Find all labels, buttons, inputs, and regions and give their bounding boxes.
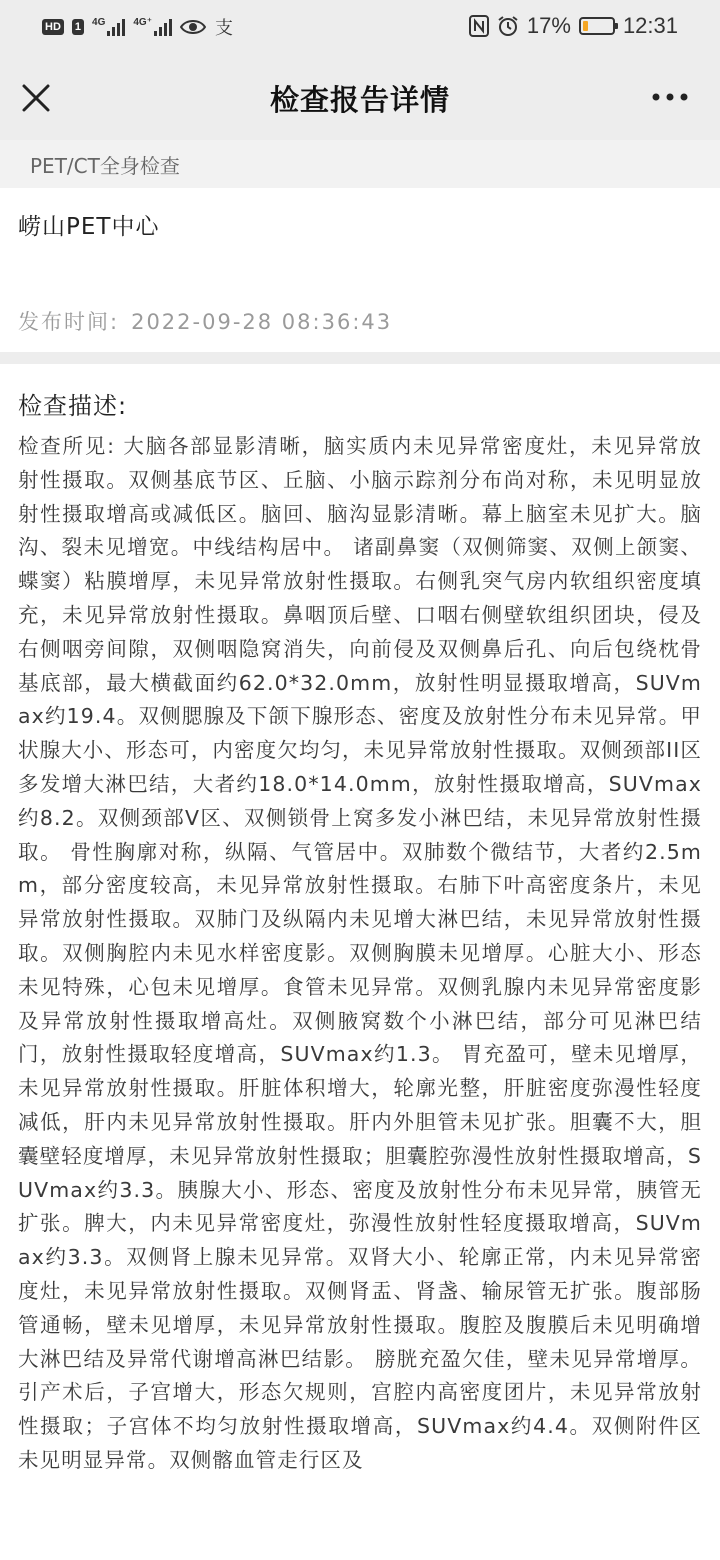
sim1-label: 1 — [74, 21, 82, 33]
status-bar — [0, 0, 720, 56]
exam-type: PET/CT全身检查 — [30, 154, 180, 178]
hd-label: HD — [45, 21, 61, 33]
center-name: 崂山PET中心 — [18, 214, 160, 240]
network-2-label: 4G⁺ — [133, 17, 152, 28]
alipay-icon — [214, 16, 236, 38]
nfc-icon — [469, 15, 489, 37]
battery-icon — [579, 17, 615, 35]
svg-text:支: 支 — [214, 18, 233, 38]
signal-1-icon — [92, 18, 125, 36]
navigation-bar — [0, 56, 720, 140]
publish-time — [18, 306, 392, 336]
description-title: 检查描述: — [18, 392, 128, 420]
sim1-badge — [72, 19, 84, 35]
more-icon[interactable] — [650, 82, 690, 112]
section-divider — [0, 352, 720, 364]
status-left — [42, 16, 236, 38]
publish-value: 2022-09-28 08:36:43 — [131, 310, 393, 334]
eye-icon — [180, 18, 206, 36]
status-right — [469, 13, 678, 39]
alarm-icon — [497, 15, 519, 37]
hd-badge — [42, 19, 64, 35]
battery-percent: 17% — [526, 13, 571, 38]
network-1-label: 4G — [92, 17, 106, 28]
report-info — [0, 188, 720, 352]
publish-label: 发布时间: — [18, 310, 120, 334]
page-title: 检查报告详情 — [269, 83, 450, 117]
description-section — [0, 364, 720, 1560]
description-body: 检查所见: 大脑各部显影清晰，脑实质内未见异常密度灶，未见异常放射性摄取。双侧基底节区、丘脑、小脑示踪剂分布尚对称，未见明显放射性摄取增高或减低区。脑回、脑沟显影清晰。幕上脑室未见扩大。脑沟、裂未见增宽。中线结构居中。 诸副鼻窦（双侧筛窦、双侧上颌窦、蝶窦）粘膜增厚，未见异常放射性摄取。右侧乳突气房内软组织密度填充，未见异常放射性摄取。鼻咽顶后壁、口咽右侧壁软组织团块，侵及右侧咽旁间隙，双侧咽隐窝消失，向前侵及双侧鼻后孔、向后包绕枕骨基底部，最大横截面约62.0*32.0mm，放射性明显摄取增高，SUVmax约19.4。双侧腮腺及下颌下腺形态、密度及放射性分布未见异常。甲状腺大小、形态可，内密度欠均匀，未见异常放射性摄取。双侧颈部II区多发增大淋巴结，大者约18.0*14.0mm，放射性摄取增高，SUVmax约8.2。双侧颈部V区、双侧锁骨上窝多发小淋巴结，未见异常放射性摄取。 骨性胸廓对称，纵隔、气管居中。双肺数个微结节，大者约2.5mm，部分密度较高，未见异常放射性摄取。右肺下叶高密度条片，未见异常放射性摄取。双肺门及纵隔内未见增大淋巴结，未见异常放射性摄取。双侧胸腔内未见水样密度影。双侧胸膜未见增厚。心脏大小、形态未见特殊，心包未见增厚。食管未见异常。双侧乳腺内未见异常密度影及异常放射性摄取增高灶。双侧腋窝数个小淋巴结，部分可见淋巴结门，放射性摄取轻度增高，SUVmax约1.3。 胃充盈可，壁未见增厚，未见异常放射性摄取。肝脏体积增大，轮廓光整，肝脏密度弥漫性轻度减低，肝内未见异常放射性摄取。肝内外胆管未见扩张。胆囊不大，胆囊壁轻度增厚，未见异常放射性摄取；胆囊腔弥漫性放射性摄取增高，SUVmax约3.3。胰腺大小、形态、密度及放射性分布未见异常，胰管无扩张。脾大，内未见异常密度灶，弥漫性放射性轻度摄取增高，SUVmax约3.3。双侧肾上腺未见异常。双肾大小、轮廓正常，内未见异常密度灶，未见异常放射性摄取。双侧肾盂、肾盏、输尿管无扩张。腹部肠管通畅，壁未见增厚，未见异常放射性摄取。腹腔及腹膜后未见明确增大淋巴结及异常代谢增高淋巴结影。 膀胱充盈欠佳，壁未见异常增厚。引产术后，子宫增大，形态欠规则，宫腔内高密度团片，未见异常放射性摄取；子宫体不均匀放射性摄取增高，SUVmax约4.4。双侧附件区未见明显异常。双侧髂血管走行区及 — [18, 434, 702, 1472]
exam-type-bar — [0, 140, 720, 188]
signal-2-icon — [133, 18, 172, 36]
battery-level — [583, 21, 588, 31]
clock: 12:31 — [622, 13, 678, 38]
